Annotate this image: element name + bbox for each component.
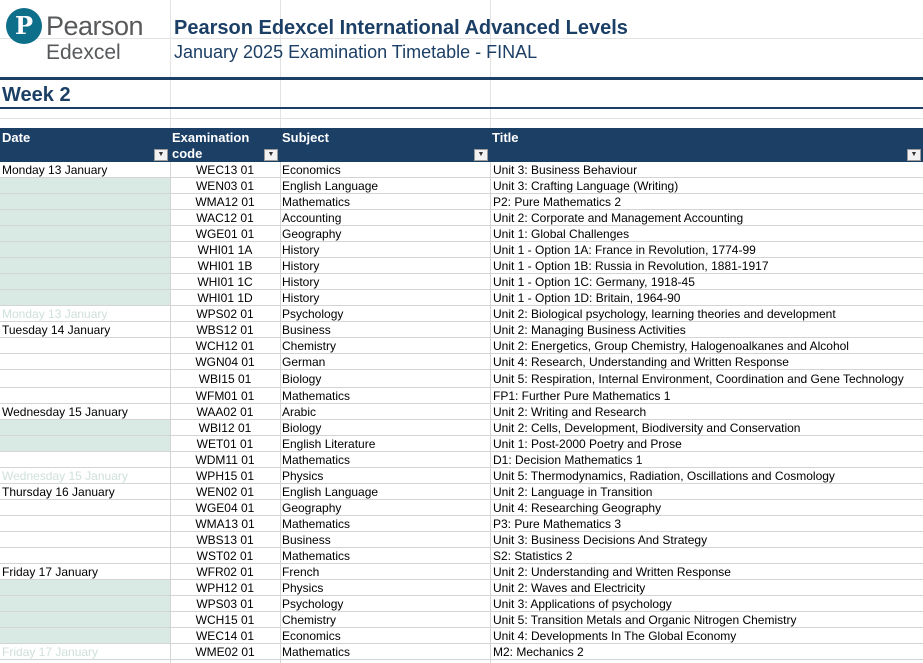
table-row[interactable] [0,500,923,516]
column-header-date[interactable] [0,128,170,162]
title-cell[interactable]: M2: Mechanics 2 [493,645,584,659]
table-row[interactable] [0,564,923,580]
title-cell[interactable]: Unit 3: Business Behaviour [493,163,638,177]
subject-cell[interactable]: English Language [282,485,379,499]
title-cell[interactable]: Unit 4: Researching Geography [493,501,662,515]
exam-code-cell[interactable]: WGE01 01 [195,227,255,241]
title-cell[interactable]: Unit 2: Energetics, Group Chemistry, Halogenoalkanes and Alcohol [493,339,849,353]
subject-cell[interactable]: English Language [282,179,379,193]
exam-code-cell[interactable]: WBS13 01 [196,533,254,547]
column-divider [170,162,171,663]
exam-code-cell[interactable]: WMA13 01 [195,517,255,531]
logo-wordmark-pearson: Pearson [46,11,144,41]
date-cell[interactable] [0,178,170,193]
table-row[interactable] [0,452,923,468]
exam-code-cell[interactable]: WET01 01 [196,437,254,451]
subject-cell[interactable]: Chemistry [282,613,337,627]
exam-code-cell[interactable]: WMA12 01 [195,195,255,209]
logo-wordmark-edexcel: Edexcel [46,41,121,64]
subject-cell[interactable]: Geography [282,227,342,241]
title-cell[interactable]: Unit 1 - Option 1D: Britain, 1964-90 [493,291,681,305]
table-row[interactable] [0,290,923,306]
table-row[interactable] [0,242,923,258]
exam-code-cell[interactable]: WME02 01 [195,645,255,659]
title-cell[interactable]: P2: Pure Mathematics 2 [493,195,622,209]
table-row[interactable] [0,628,923,644]
exam-code-cell[interactable]: WHI01 1C [197,275,253,289]
title-cell[interactable]: Unit 2: Language in Transition [493,485,653,499]
table-row[interactable] [0,162,923,178]
title-cell[interactable]: Unit 2: Corporate and Management Accounting [493,211,744,225]
title-cell[interactable]: Unit 4: Developments In The Global Economy [493,629,737,643]
table-row[interactable] [0,258,923,274]
title-cell[interactable]: Unit 1 - Option 1A: France in Revolution, 1774-99 [493,243,756,257]
subject-cell[interactable]: History [282,291,320,305]
column-divider [490,162,491,663]
subject-cell[interactable]: Economics [282,163,341,177]
date-cell[interactable] [0,436,170,451]
filter-dropdown-icon[interactable]: ▼ [154,149,168,161]
exam-code-cell[interactable]: WEC13 01 [195,163,255,177]
title-cell[interactable]: Unit 2: Understanding and Written Response [493,565,731,579]
table-row[interactable] [0,596,923,612]
exam-code-cell[interactable]: WBI12 01 [198,421,252,435]
date-cell[interactable] [0,338,170,353]
subject-cell[interactable]: Mathematics [282,453,351,467]
exam-code-cell[interactable]: WCH12 01 [195,339,255,353]
table-row[interactable] [0,306,923,322]
table-row[interactable] [0,404,923,420]
week-heading: Week 2 [2,84,71,106]
table-row[interactable] [0,354,923,370]
date-cell[interactable]: Monday 13 January [2,163,108,177]
exam-code-cell[interactable]: WHI01 1D [197,291,253,305]
date-cell[interactable] [0,258,170,273]
title-cell[interactable]: Unit 3: Crafting Language (Writing) [493,179,679,193]
exam-code-cell[interactable]: WBI15 01 [198,372,252,386]
date-cell[interactable] [0,354,170,369]
subject-cell[interactable]: Mathematics [282,389,351,403]
filter-dropdown-icon[interactable]: ▼ [907,149,921,161]
subject-cell[interactable]: Physics [282,581,324,595]
subject-cell[interactable]: History [282,259,320,273]
title-cell[interactable]: Unit 1 - Option 1B: Russia in Revolution, 1881-1917 [493,259,769,273]
column-header-label: Subject [282,130,329,145]
table-row[interactable] [0,580,923,596]
exam-code-cell[interactable]: WPS03 01 [196,597,254,611]
exam-code-cell[interactable]: WGN04 01 [195,355,255,369]
filter-dropdown-icon[interactable]: ▼ [474,149,488,161]
date-cell[interactable] [0,612,170,627]
date-cell[interactable] [0,500,170,515]
exam-code-cell[interactable]: WCH15 01 [195,613,255,627]
subject-cell[interactable]: Accounting [282,211,342,225]
title-cell[interactable]: Unit 2: Waves and Electricity [493,581,646,595]
table-row[interactable] [0,548,923,564]
subject-cell[interactable]: Mathematics [282,517,351,531]
date-cell[interactable] [0,532,170,547]
subject-cell[interactable]: History [282,243,320,257]
pearson-edexcel-logo [6,8,166,68]
title-cell[interactable]: Unit 2: Managing Business Activities [493,323,686,337]
date-cell[interactable] [0,242,170,257]
exam-code-cell[interactable]: WAC12 01 [196,211,254,225]
subject-cell[interactable]: Economics [282,629,341,643]
column-header-code[interactable] [170,128,280,162]
exam-code-cell[interactable]: WDM11 01 [195,453,255,467]
title-cell[interactable]: FP1: Further Pure Mathematics 1 [493,389,671,403]
subject-cell[interactable]: Biology [282,372,322,386]
column-header-label [172,130,249,162]
column-header-label: Date [2,130,31,145]
week-divider-bottom [0,107,923,109]
title-cell[interactable]: Unit 3: Applications of psychology [493,597,672,611]
date-cell[interactable]: Wednesday 15 January [2,469,128,483]
date-cell[interactable] [0,290,170,305]
column-header-label-line: code [172,146,203,161]
title-cell[interactable]: Unit 2: Writing and Research [493,405,647,419]
subject-cell[interactable]: Psychology [282,597,344,611]
title-cell[interactable]: S2: Statistics 2 [493,549,573,563]
exam-code-cell[interactable]: WPH12 01 [195,581,255,595]
table-row[interactable] [0,468,923,484]
column-header-label: Title [492,130,519,145]
date-cell[interactable] [0,388,170,403]
subject-cell[interactable]: Mathematics [282,549,351,563]
date-cell[interactable] [0,194,170,209]
exam-code-cell[interactable]: WHI01 1A [197,243,253,257]
table-row[interactable] [0,644,923,660]
subject-cell[interactable]: History [282,275,320,289]
exam-code-cell[interactable]: WFR02 01 [196,565,254,579]
table-row[interactable] [0,322,923,338]
title-cell[interactable]: P3: Pure Mathematics 3 [493,517,622,531]
subject-cell[interactable]: English Literature [282,437,376,451]
date-cell[interactable] [0,596,170,611]
table-row[interactable] [0,338,923,354]
subject-cell[interactable]: Physics [282,469,324,483]
filter-dropdown-icon[interactable]: ▼ [264,149,278,161]
title-cell[interactable]: Unit 4: Research, Understanding and Written Response [493,355,789,369]
exam-code-cell[interactable]: WPH15 01 [195,469,255,483]
document-subtitle: January 2025 Examination Timetable - FINAL [174,42,538,62]
table-row[interactable] [0,532,923,548]
date-cell[interactable] [0,226,170,241]
date-cell[interactable] [0,210,170,225]
column-header-title[interactable] [490,128,923,162]
subject-cell[interactable]: Chemistry [282,339,337,353]
table-row[interactable] [0,420,923,436]
date-cell[interactable] [0,420,170,435]
week-divider-top [0,77,923,80]
title-cell[interactable]: Unit 1 - Option 1C: Germany, 1918-45 [493,275,695,289]
exam-code-cell[interactable]: WST02 01 [196,549,254,563]
table-row[interactable] [0,484,923,500]
table-row[interactable] [0,274,923,290]
exam-code-cell[interactable]: WAA02 01 [196,405,254,419]
title-cell[interactable]: Unit 3: Business Decisions And Strategy [493,533,708,547]
table-header-row [0,128,923,162]
logo-glyph: P [14,11,34,40]
exam-code-cell[interactable]: WFM01 01 [195,389,255,403]
exam-code-cell[interactable]: WPS02 01 [196,307,254,321]
table-row[interactable] [0,516,923,532]
column-header-label-line: Examination [172,130,250,145]
subject-cell[interactable]: German [282,355,326,369]
title-cell[interactable]: Unit 5: Thermodynamics, Radiation, Oscillations and Cosmology [493,469,835,483]
date-cell[interactable]: Monday 13 January [2,307,108,321]
exam-code-cell[interactable]: WGE04 01 [195,501,255,515]
subject-cell[interactable]: Arabic [282,405,317,419]
table-row[interactable] [0,226,923,242]
table-row[interactable] [0,194,923,210]
table-row[interactable] [0,436,923,452]
title-cell[interactable]: Unit 1: Global Challenges [493,227,630,241]
table-row[interactable] [0,178,923,194]
exam-code-cell[interactable]: WHI01 1B [197,259,253,273]
title-cell[interactable]: Unit 2: Cells, Development, Biodiversity and Conservation [493,421,801,435]
date-cell[interactable] [0,628,170,643]
column-divider [280,162,281,663]
date-cell[interactable]: Thursday 16 January [2,485,115,499]
subject-cell[interactable]: Biology [282,421,322,435]
gridline [0,118,923,119]
table-row[interactable] [0,370,923,388]
table-row[interactable] [0,612,923,628]
subject-cell[interactable]: French [282,565,320,579]
subject-cell[interactable]: Business [282,323,331,337]
date-cell[interactable] [0,274,170,289]
date-cell[interactable]: Friday 17 January [2,645,99,659]
date-cell[interactable]: Friday 17 January [2,565,99,579]
title-cell[interactable]: Unit 5: Transition Metals and Organic Nitrogen Chemistry [493,613,797,627]
title-cell[interactable]: Unit 5: Respiration, Internal Environment, Coordination and Gene Technology [493,372,904,386]
date-cell[interactable] [0,452,170,467]
subject-cell[interactable]: Mathematics [282,645,351,659]
subject-cell[interactable]: Business [282,533,331,547]
date-cell[interactable] [0,580,170,595]
exam-code-cell[interactable]: WEN03 01 [195,179,255,193]
date-cell[interactable] [0,548,170,563]
column-header-subject[interactable] [280,128,490,162]
date-cell[interactable]: Wednesday 15 January [2,405,128,419]
title-cell[interactable]: D1: Decision Mathematics 1 [493,453,643,467]
subject-cell[interactable]: Mathematics [282,195,351,209]
title-cell[interactable]: Unit 1: Post-2000 Poetry and Prose [493,437,682,451]
date-cell[interactable]: Tuesday 14 January [2,323,111,337]
subject-cell[interactable]: Psychology [282,307,344,321]
date-cell[interactable] [0,370,170,387]
exam-code-cell[interactable]: WEC14 01 [195,629,255,643]
table-row[interactable] [0,210,923,226]
title-cell[interactable]: Unit 2: Biological psychology, learning theories and development [493,307,836,321]
table-row[interactable] [0,388,923,404]
exam-code-cell[interactable]: WBS12 01 [196,323,254,337]
document-title: Pearson Edexcel International Advanced Levels [174,17,628,39]
date-cell[interactable] [0,516,170,531]
exam-code-cell[interactable]: WEN02 01 [195,485,255,499]
subject-cell[interactable]: Geography [282,501,342,515]
